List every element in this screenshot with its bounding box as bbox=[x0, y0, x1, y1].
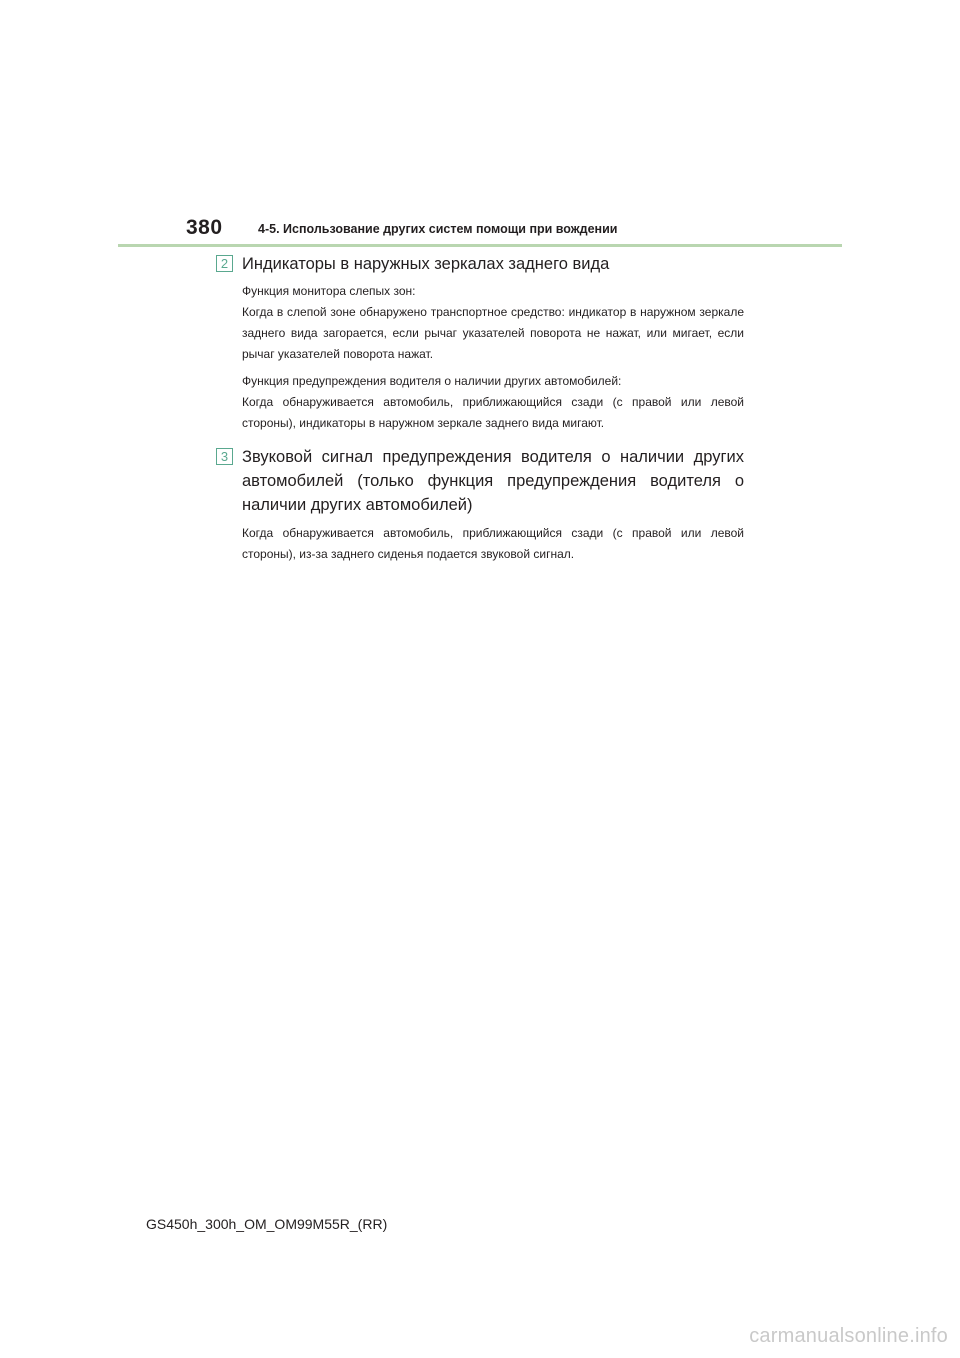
page-number: 380 bbox=[186, 216, 223, 239]
paragraph-title: Функция предупреждения водителя о наличии других автомобилей: bbox=[242, 374, 622, 388]
watermark: carmanualsonline.info bbox=[749, 1325, 948, 1347]
item-heading: Индикаторы в наружных зеркалах заднего вида bbox=[242, 255, 610, 273]
paragraph bbox=[242, 371, 744, 434]
page-header bbox=[118, 212, 842, 246]
item-heading: Звуковой сигнал предупреждения водителя о наличии других автомобилей (только функция предупреждения водителя о наличии других автомобилей) bbox=[242, 448, 744, 514]
header-divider bbox=[118, 244, 842, 247]
paragraph bbox=[242, 281, 744, 365]
page-content bbox=[216, 252, 744, 565]
document-code: GS450h_300h_OM_OM99M55R_(RR) bbox=[146, 1216, 388, 1232]
paragraph-text: Когда обнаруживается автомобиль, приближающийся сзади (с правой или левой стороны), из-за заднего сиденья подается звуковой сигнал. bbox=[242, 526, 744, 561]
list-item-3 bbox=[216, 445, 744, 565]
section-title: 4-5. Использование других систем помощи при вождении bbox=[258, 222, 618, 236]
paragraph-text: Когда в слепой зоне обнаружено транспортное средство: индикатор в наружном зеркале заднего вида загорается, если рычаг указателей поворота не нажат, или мигает, если рычаг указателей поворота нажат. bbox=[242, 305, 744, 361]
item-number-badge: 3 bbox=[216, 448, 233, 465]
item-number-badge: 2 bbox=[216, 255, 233, 272]
list-item-2 bbox=[216, 252, 744, 434]
paragraph bbox=[242, 523, 744, 565]
paragraph-text: Когда обнаруживается автомобиль, приближающийся сзади (с правой или левой стороны), индикаторы в наружном зеркале заднего вида мигают. bbox=[242, 395, 744, 430]
paragraph-title: Функция монитора слепых зон: bbox=[242, 284, 416, 298]
